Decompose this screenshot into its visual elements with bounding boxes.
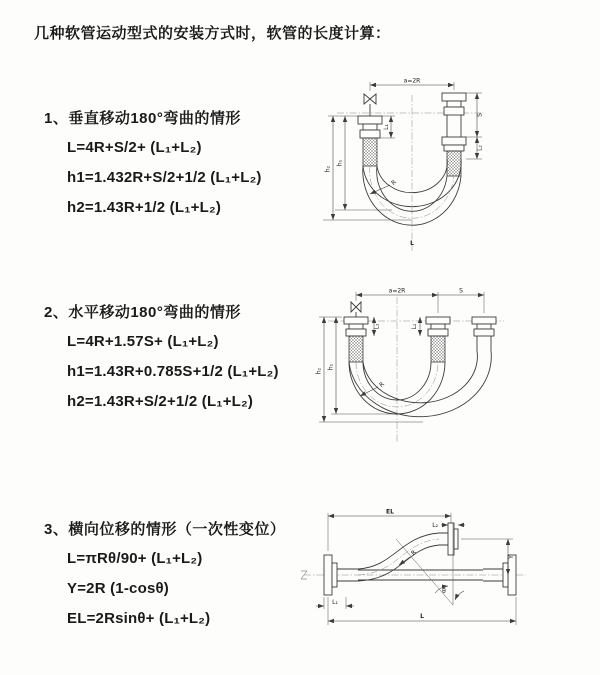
label-l1: L₁: [373, 323, 381, 330]
valve-icon: [351, 302, 361, 317]
label-theta: θ: [442, 588, 446, 595]
label-l2: L₂: [476, 145, 484, 151]
section-3-heading: 3、横向位移的情形（一次性变位）: [44, 521, 286, 538]
flange-left-top: [358, 116, 382, 124]
label-s: S: [476, 113, 484, 117]
label-length: L: [410, 240, 414, 247]
label-l2: L₂: [411, 323, 418, 330]
label-r: R: [378, 380, 386, 389]
section-2-formula-l: L=4R+1.57S+ (L₁+L₂): [67, 333, 219, 350]
braided-hose-right: [447, 151, 461, 176]
label-h1: h₁: [336, 159, 344, 167]
flange-right: [472, 317, 496, 351]
flange-middle: [426, 317, 450, 362]
flange-right-lower: [442, 137, 466, 145]
flange-right-upper: [442, 93, 466, 101]
label-length: L: [420, 613, 424, 620]
label-s: S: [459, 287, 463, 295]
section-2-heading: 2、水平移动180°弯曲的情形: [44, 304, 241, 321]
braided-hose-left: [363, 138, 377, 166]
section-3-formula-l: L=πRθ/90+ (L₁+L₂): [67, 550, 203, 567]
label-h2: h₂: [324, 165, 332, 173]
section-1-formula-h1: h1=1.432R+S/2+1/2 (L₁+L₂): [67, 169, 262, 186]
label-a2r: a=2R: [403, 77, 421, 85]
label-y: Y: [508, 555, 515, 559]
page-title: 几种软管运动型式的安装方式时，软管的长度计算：: [34, 25, 391, 42]
hose-displaced: [358, 533, 439, 569]
section-1-heading: 1、垂直移动180°弯曲的情形: [44, 110, 241, 127]
diagram-vertical-180-bend: [312, 73, 502, 253]
section-3-formula-y: Y=2R (1-cosθ): [67, 580, 169, 597]
label-l1: L₁: [332, 599, 338, 606]
section-1-formula-l: L=4R+S/2+ (L₁+L₂): [67, 139, 202, 156]
label-l1: L₁: [383, 124, 390, 130]
label-a2r: a=2R: [388, 287, 406, 295]
label-r: R: [409, 548, 418, 557]
label-el: EL: [386, 508, 394, 516]
flange-right: [508, 555, 516, 595]
section-1-formula-h2: h2=1.43R+1/2 (L₁+L₂): [67, 199, 222, 216]
section-2-formula-h2: h2=1.43R+S/2+1/2 (L₁+L₂): [67, 393, 254, 410]
section-2-formula-h1: h1=1.43R+0.785S+1/2 (L₁+L₂): [67, 363, 279, 380]
flange-left: [344, 317, 368, 362]
label-h2: h₂: [315, 367, 323, 375]
diagram-horizontal-180-bend: [308, 283, 508, 448]
label-h1: h₁: [327, 363, 335, 371]
section-3-formula-el: EL=2Rsinθ+ (L₁+L₂): [67, 610, 211, 627]
label-r: R: [390, 178, 398, 187]
flange-left: [324, 555, 332, 595]
diagram-lateral-displacement: [298, 503, 530, 633]
label-l2: L₂: [432, 522, 438, 529]
valve-icon: [364, 94, 376, 116]
